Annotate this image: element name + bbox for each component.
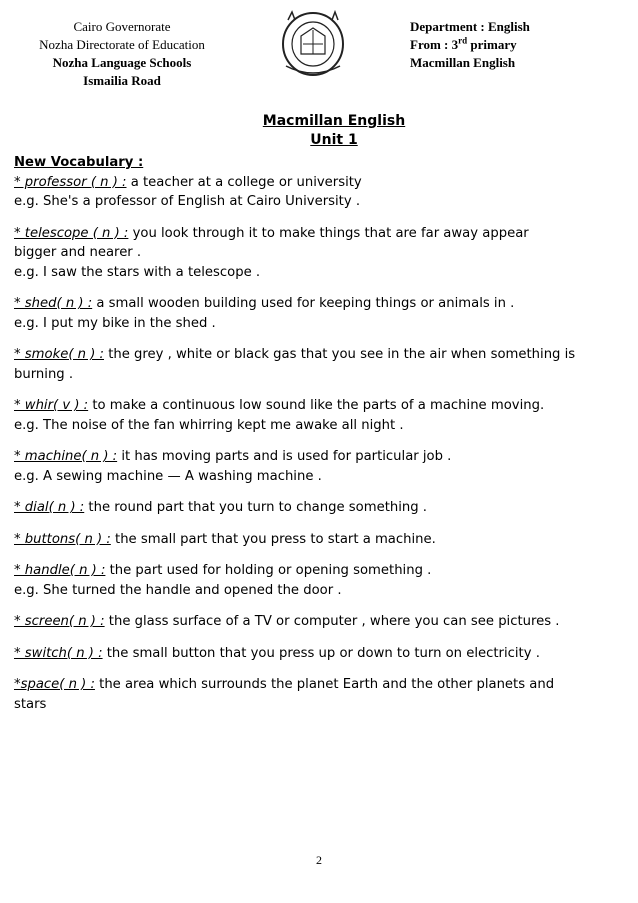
vocab-entry — [14, 498, 618, 518]
header-school-info — [22, 18, 222, 90]
vocab-example: e.g. She turned the handle and opened the door . — [14, 582, 342, 598]
vocab-definition: the glass surface of a TV or computer , where you can see pictures . — [104, 614, 560, 629]
vocab-entry — [14, 224, 618, 283]
vocab-term: * buttons( n ) : — [14, 531, 111, 547]
vocab-entry — [14, 530, 618, 550]
vocab-term: * shed( n ) : — [14, 296, 93, 311]
vocab-entry — [14, 294, 618, 333]
vocab-term: * dial( n ) : — [14, 500, 85, 515]
vocab-definition-line — [14, 644, 618, 664]
title-line-2: Unit 1 — [310, 132, 358, 148]
vocab-example: e.g. The noise of the fan whirring kept me awake all night . — [14, 417, 404, 433]
vocab-definition-line — [14, 675, 618, 695]
vocab-definition-line — [14, 561, 618, 581]
vocab-definition: the small button that you press up or down to turn on electricity . — [102, 645, 540, 661]
page-title — [0, 112, 638, 150]
vocab-entry — [14, 561, 618, 600]
vocab-definition: it has moving parts and is used for particular job . — [117, 449, 452, 464]
vocab-term: * handle( n ) : — [14, 563, 106, 578]
governorate-text: Cairo Governorate — [73, 19, 171, 34]
vocab-definition-line — [14, 345, 618, 365]
vocab-entry — [14, 345, 618, 384]
vocab-entry — [14, 612, 618, 632]
vocab-term: * screen( n ) : — [14, 614, 105, 629]
vocab-term: * professor ( n ) : — [14, 174, 127, 190]
school-logo — [268, 8, 358, 78]
vocab-definition: the small part that you press to start a machine. — [110, 531, 436, 547]
vocab-definition-line — [14, 612, 618, 632]
directorate-text: Nozha Directorate of Education — [39, 37, 205, 52]
vocab-definition: the part used for holding or opening something . — [105, 563, 432, 578]
vocab-term: * machine( n ) : — [14, 449, 118, 464]
vocab-definition-line — [14, 294, 618, 314]
vocab-definition-line — [14, 530, 618, 550]
vocab-example: e.g. I saw the stars with a telescope . — [14, 264, 261, 280]
vocab-definition-line — [14, 498, 618, 518]
vocab-example: e.g. She's a professor of English at Cairo University . — [14, 194, 361, 209]
series-text: Macmillan English — [410, 55, 516, 70]
header-department-info — [410, 18, 630, 72]
vocab-example: e.g. A sewing machine — A washing machine . — [14, 468, 322, 484]
page-number: 2 — [316, 853, 322, 867]
vocab-definition: to make a continuous low sound like the parts of a machine moving. — [88, 398, 545, 413]
school-name-text: Nozha Language Schools — [52, 55, 192, 70]
vocab-definition-line — [14, 447, 618, 467]
vocab-example: e.g. I put my bike in the shed . — [14, 315, 216, 331]
vocab-definition: the round part that you turn to change something . — [84, 500, 427, 515]
vocab-definition-line — [14, 224, 618, 244]
vocab-definition-continued: burning . — [14, 366, 74, 382]
vocab-definition: a teacher at a college or university — [126, 174, 362, 190]
vocab-term: * switch( n ) : — [14, 645, 103, 661]
vocab-entry — [14, 396, 618, 435]
vocab-definition-line — [14, 173, 618, 193]
entries-container — [14, 173, 618, 715]
vocab-definition-line — [14, 396, 618, 416]
vocab-definition-continued: stars — [14, 696, 47, 712]
vocab-definition: you look through it to make things that are far away appear — [128, 225, 529, 241]
vocab-entry — [14, 644, 618, 664]
vocab-definition: the area which surrounds the planet Earth and the other planets and — [94, 677, 555, 692]
vocab-definition: the grey , white or black gas that you see in the air when something is — [104, 347, 576, 362]
vocab-entry — [14, 675, 618, 714]
school-address-text: Ismailia Road — [83, 73, 161, 88]
vocab-term: * smoke( n ) : — [14, 347, 104, 362]
vocab-entry — [14, 447, 618, 486]
vocabulary-list — [14, 153, 618, 726]
vocab-entry — [14, 173, 618, 212]
title-line-1: Macmillan English — [262, 113, 406, 129]
vocab-term: *space( n ) : — [14, 677, 95, 692]
grade-text: From : 3rd primary — [410, 35, 517, 52]
department-text: Department : English — [410, 19, 530, 34]
vocab-definition-continued: bigger and nearer . — [14, 245, 142, 260]
vocab-term: * whir( v ) : — [14, 398, 89, 413]
new-vocabulary-heading: New Vocabulary : — [14, 155, 144, 170]
vocab-definition: a small wooden building used for keeping things or animals in . — [92, 296, 515, 311]
vocab-term: * telescope ( n ) : — [14, 225, 129, 241]
